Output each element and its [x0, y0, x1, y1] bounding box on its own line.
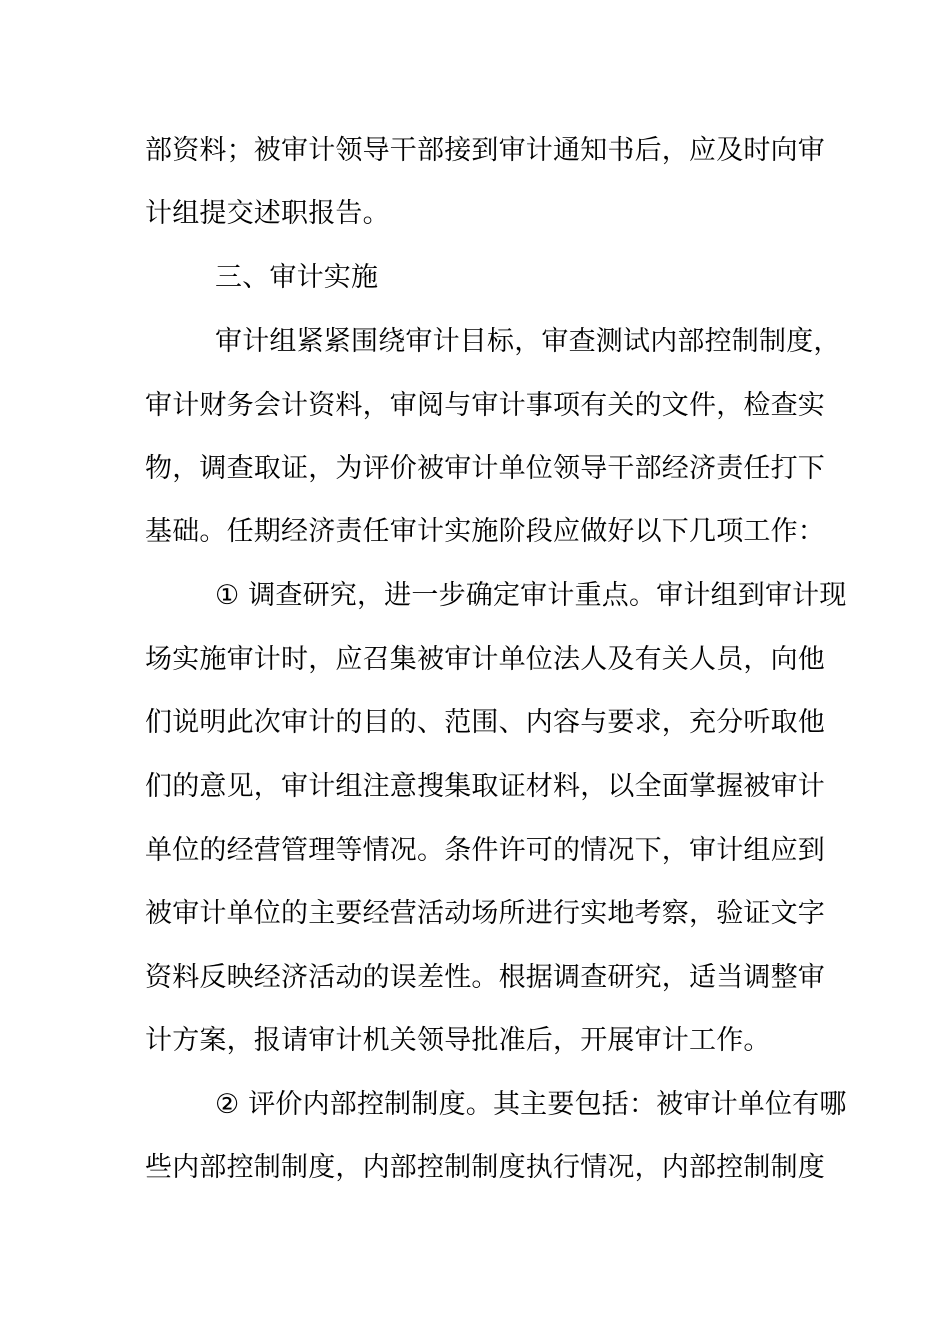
text-line: 资料反映经济活动的误差性。根据调查研究，适当调整审 — [145, 962, 825, 993]
text-line: 单位的经营管理等情况。条件许可的情况下，审计组应到 — [145, 835, 825, 866]
text-line: 场实施审计时，应召集被审计单位法人及有关人员，向他 — [145, 644, 825, 675]
text-line: 审计组紧紧围绕审计目标，审查测试内部控制制度， — [215, 326, 841, 357]
text-line: 基础。任期经济责任审计实施阶段应做好以下几项工作： — [145, 516, 825, 547]
text-line: 物，调查取证，为评价被审计单位领导干部经济责任打下 — [145, 453, 825, 484]
text-line: 被审计单位的主要经营活动场所进行实地考察，验证文字 — [145, 898, 825, 929]
text-line: 部资料；被审计领导干部接到审计通知书后，应及时向审 — [145, 135, 825, 166]
text-line: ① 调查研究，进一步确定审计重点。审计组到审计现 — [215, 580, 847, 611]
text-line: ② 评价内部控制制度。其主要包括：被审计单位有哪 — [215, 1089, 847, 1120]
text-line: 们的意见，审计组注意搜集取证材料，以全面掌握被审计 — [145, 771, 825, 802]
section-heading: 三、审计实施 — [215, 262, 379, 293]
text-line: 计组提交述职报告。 — [145, 198, 390, 229]
text-line: 们说明此次审计的目的、范围、内容与要求，充分听取他 — [145, 707, 825, 738]
text-line: 计方案，报请审计机关领导批准后，开展审计工作。 — [145, 1025, 771, 1056]
text-line: 审计财务会计资料，审阅与审计事项有关的文件，检查实 — [145, 390, 825, 421]
text-line: 些内部控制制度，内部控制制度执行情况，内部控制制度 — [145, 1152, 825, 1183]
